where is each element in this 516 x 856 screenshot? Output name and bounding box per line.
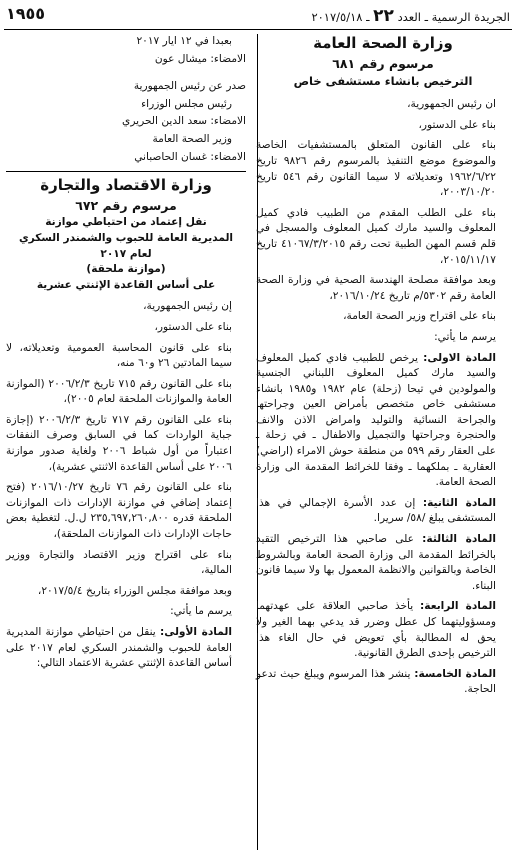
article-label: المادة الرابعة:: [420, 600, 496, 613]
article-label: المادة الأولى:: [160, 626, 232, 638]
preamble-paragraph: بناء على القانون المتعلق بالمستشفيات الخاصة والموضوع موضع التنفيذ بالمرسوم رقم ٩٨٢٦ تاريخ ١٩٦٢/٦/٢٢ وتعديلاته لا سيما القانون رقم ٥٤٦ تاريخ ٢٠٠٣/١٠/٢٠،: [256, 139, 496, 199]
preamble-paragraph: وبعد موافقة مصلحة الهندسة الصحية في وزارة الصحة العامة رقم ٥٣٠٢/م تاريخ ٢٠١٦/١٠/٢٤،: [256, 274, 496, 302]
preamble-paragraph: بناء على اقتراح وزير الصحة العامة،: [343, 310, 496, 323]
preamble-paragraph: يرسم ما يأتي:: [434, 330, 496, 343]
article: [256, 667, 510, 698]
preamble-paragraph: إن رئيس الجمهورية،: [143, 300, 232, 313]
section-divider: [6, 171, 246, 172]
decree-title-line: المديرية العامة للحبوب والشمندر السكري: [18, 231, 234, 244]
gazette-title: الجريدة الرسمية ـ العدد: [397, 10, 510, 24]
article-text: يرخص للطبيب فادي كميل المعلوف والسيد مارك كميل المعلوف اللبناني الجنسية والمولودين في تيحا (زحلة) عام ١٩٨٢ و١٩٨٥ بانشاء مستشفى خاص متخصص بأمراض العين وجراحتها والجراحة النسائية والتوليد وامراض الاذن والانف والحنجرة وجراحتها والتجميل والاطفال ـ في زحلة ـ على العقار رقم ٥٩٩ من منطقة حوش الامراء (اراضي) العقارية ـ بملكهما ـ وفقا للخرائط المقدمة الى وزارة الصحة العامة.: [256, 351, 497, 489]
article-text: ينقل من احتياطي موازنة المديرية العامة للحبوب والشمندر السكري لعام ٢٠١٧ على أساس القاعدة الإثنتي عشرية الاعتماد التالي:: [6, 626, 232, 670]
issue-number: ٢٢: [373, 6, 394, 26]
article-label: المادة الخامسة:: [414, 667, 496, 680]
preamble-paragraph: بناء على القانون رقم ٧١٧ تاريخ ٢٠٠٦/٢/٣ (إجازة جباية الواردات كما في السابق وصرف النفقات اعتباراً من أول شباط ٢٠٠٦ ولغاية صدور موازنة ٢٠٠٦ على أساس القاعدة الاثنتي عشرية)،: [6, 413, 233, 473]
article: [256, 351, 510, 491]
signature-president: الامضاء: ميشال عون: [154, 52, 246, 65]
article: [256, 496, 510, 527]
preamble-paragraph: بناء على قانون المحاسبة العمومية وتعديلاته، لا سيما المادتين ٢٦ و٦٠ منه،: [6, 341, 232, 370]
article-label: المادة الثانية:: [422, 496, 496, 509]
signature-minister: الامضاء: غسان الحاصباني: [134, 150, 246, 163]
preamble-paragraph: بناء على القانون رقم ٧١٥ تاريخ ٢٠٠٦/٢/٣ (الموازنة العامة والموازنات الملحقة لعام ٢٠٠٥)،: [6, 377, 232, 406]
signature-date: بعبدا في ١٢ ايار ٢٠١٧: [136, 35, 232, 47]
preamble-paragraph: بناء على القانون رقم ٧٦ تاريخ ٢٠١٦/١٠/٢٧ (فتح إعتماد إضافي في موازنة الإدارات ذات الموازنات الملحقة قدره ٢٣٥,٦٩٧,٢٦٠,٨٠٠ ل.ل. لتغطية بعض حاجات الإدارات ذات الموازنات الملحقة)،: [6, 481, 232, 541]
signature-block: [6, 34, 246, 165]
article: [6, 625, 246, 672]
preamble-paragraph: بناء على الطلب المقدم من الطبيب فادي كميل المعلوف والسيد مارك كميل المعلوف والمسجل في قلم قسم المهن الطبية تحت رقم ٤١٠٦٧/٣/٢٠١٥ تاريخ ٢٠١٥/١١/١٧،: [256, 206, 496, 266]
article-label: المادة الاولى:: [423, 351, 496, 364]
article-text: على صاحبي هذا الترخيص التقيد بالخرائط المقدمة الى وزارة الصحة العامة وبالشروط الخاصة وبالقوانين والانظمة المعمول بها ولا سيما قانون البناء.: [256, 533, 496, 592]
preamble-paragraph: بناء على الدستور،: [418, 118, 496, 131]
decree-title-line: لعام ٢٠١٧: [100, 247, 152, 260]
ministry-title: وزارة الصحة العامة: [313, 34, 453, 52]
preamble-paragraph: يرسم ما يأتي:: [170, 605, 232, 618]
article-text: يأخذ صاحبي العلاقة على عهدتهما ومسؤوليتهما كل عطل وضرر قد يدعي بهما الغير ولا يحق له المطالبة بأي تعويض في حال الغاء هذا الترخيص بإحدى الطرق القانونية.: [256, 600, 496, 660]
decree-title-line: (موازنة ملحقة): [86, 263, 166, 276]
article-text: ينشر هذا المرسوم ويبلغ حيث تدعو الحاجة.: [256, 667, 496, 696]
gazette-masthead: [311, 6, 510, 26]
article: [256, 599, 510, 661]
right-column: [256, 34, 510, 703]
decree-number: مرسوم رقم ٦٧٢: [75, 197, 177, 213]
issue-date: ـ ٢٠١٧/٥/١٨: [311, 10, 370, 24]
ministry-title: وزارة الاقتصاد والتجارة: [40, 176, 212, 195]
preamble-paragraph: بناء على الدستور،: [154, 320, 232, 333]
signature-issued: صدر عن رئيس الجمهورية: [133, 80, 246, 93]
signature-minister-title: وزير الصحة العامة: [152, 132, 232, 145]
article-text: إن عدد الأسرة الإجمالي في هذا المستشفى يبلغ /٥٨/ سريرا.: [256, 496, 496, 525]
page-header: [0, 0, 516, 30]
decree-title-line: نقل إعتماد من احتياطي موازنة: [45, 216, 207, 229]
preamble-paragraph: بناء على اقتراح وزير الاقتصاد والتجارة ووزير المالية،: [6, 548, 232, 577]
decree-title: الترخيص بانشاء مستشفى خاص: [293, 74, 473, 89]
page-number: ١٩٥٥: [6, 4, 46, 23]
preamble-paragraph: ان رئيس الجمهورية،: [407, 98, 496, 111]
article: [256, 532, 510, 594]
decree-title-line: على أساس القاعدة الإثنتي عشرية: [36, 278, 216, 291]
signature-pm-title: رئيس مجلس الوزراء: [141, 97, 232, 110]
header-divider: [4, 29, 512, 30]
signature-pm: الامضاء: سعد الدين الحريري: [122, 115, 246, 128]
left-column: [6, 34, 246, 677]
decree-number: مرسوم رقم ٦٨١: [332, 55, 434, 71]
article-label: المادة الثالثة:: [422, 533, 496, 546]
preamble-paragraph: وبعد موافقة مجلس الوزراء بتاريخ ٢٠١٧/٥/٤،: [37, 584, 232, 597]
